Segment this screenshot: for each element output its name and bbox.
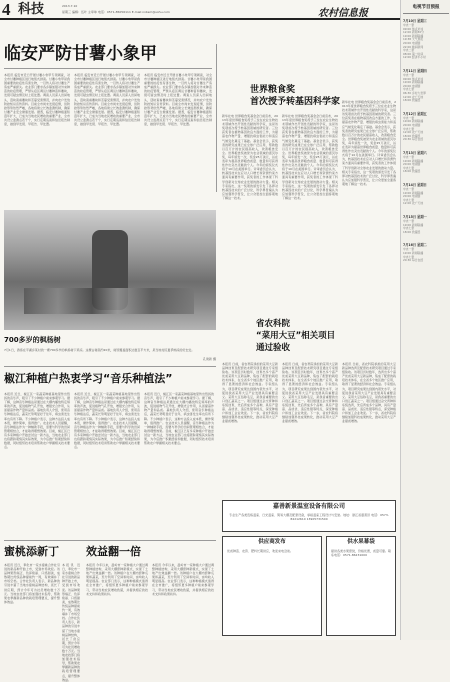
tv-day-heading: 7月15日 星期一 [403, 215, 427, 219]
article-grain-col2: 新华社电 世界粮食奖基金会日前宣布，2013年度世界粮食奖授予三位在农业生物技术领域作出开创性贡献的科学家，这是该奖项首次授予转基因领域的研究者。三位获奖者在植物基因改良方面的工作，为提高农作物产量、增强抗病虫害能力和适应气候变化奠定了基础。基金会表示，获奖者的研究成果已在全球广泛应用，帮助数以百万计的农民提高收入，改善粮食安全。世界粮食奖被誉为农业领域的诺贝尔奖，每年颁发一次，奖金25万美元，旨在表彰为提高世界粮食质量、数量和可获得性作出突出贡献的个人。今年的颁奖仪式将于10月在美国举行。评审委员会认为，转基因技术在应对人口增长和资源约束方面具有重要作用，获奖者的工作体现了科学创新对全球农业发展的推动力量。相关专家指出，这一奖项的颁发引发了各界对转基因技术的广泛讨论，科学界普遍认为应加强科学普及，让公众更加全面客观地了解这一技术。 [282, 114, 338, 200]
tv-program-item: 中央七套 [403, 226, 415, 231]
editor-info: 星期三 编辑：伍叶 主审单 电话：0571-85056111 E-mail:nxbsm@sohu.com [62, 10, 170, 14]
ad-supply-title: 供应商发布 [258, 539, 286, 545]
tv-guide-sidebar [400, 0, 450, 640]
tv-program-item: 中央七套 [403, 165, 415, 170]
tv-program-item: 18:00 致富经 [403, 169, 421, 174]
tv-program-item: 20:30 每日农经 [403, 137, 424, 142]
ad-supply-body: 优质种苗、农资、肥料长期供应，欢迎来电洽谈。 [227, 549, 294, 553]
tv-program-item: 中央一套 [403, 73, 415, 77]
article-music-col1: 本报讯 近日，椒江区一家蔬菜种植基地里传出悠扬的音乐声，吸引了不少种植户前来参观学习。据了解，这种音乐种植法是通过在大棚内播放特定频率的声波，促进植物气孔开放，增强光合作用，从而提高作物产量和品质。基地负责人介绍，使用音乐种植法后，蔬菜长势明显好于往年，病虫害发生率也有所下降。不少种植户表示，这种方法投入成本低，操作简单，值得推广。农业技术人员提醒，音乐种植法作为一种辅助手段，需要与科学的田间管理相结合，才能取得理想效果。目前，椒江区已有多家种植户开始尝试这一新方法，当地农业部门也将跟踪观察其实际效果，为今后推广积累经验和数据，同时组织技术培训帮助农户掌握相关技术要点。 [4, 392, 71, 450]
tv-program-item: 中央一套 [403, 247, 415, 252]
article-soybean-col1: 本报讯 日前，省农科院承担的菜用大豆新品种选育及配套技术研究项目通过专家组验收。该项目历时数年，选育出多个高产优质菜用大豆新品种，集成了配套的栽培技术体系，在全省多个地区推广应用，取得了显著的经济和社会效益。专家组认为，项目研究成果达到国内领先水平，对促进我省菜用大豆产业发展具有重要意义。菜用大豆俗称毛豆，是我省重要的出口创汇蔬菜之一。项目组通过杂交育种和系统选育，先后育成多个品种，具有产量高、品质优、适应性强等特点，深受种植户和加工企业欢迎。下一步，省农科院将继续加强科技成果转化，推动菜用大豆产业提质增效。 [222, 362, 278, 424]
tv-day-section [403, 182, 449, 206]
headline-grain-prize: 世界粮食奖 首次授予转基因科学家 [250, 85, 341, 107]
ad-greenhouse-body: 专业生产各类连栋温室、日光温室、简易大棚及配套设备，承接温室工程设计与安装。地址：浙江省嘉善县 电话：0573-84212610 13905731500 [229, 513, 389, 522]
article-soybean-col3: 本报讯 日前，省农科院承担的菜用大豆新品种选育及配套技术研究项目通过专家组验收。该项目历时数年，选育出多个高产优质菜用大豆新品种，集成了配套的栽培技术体系，在全省多个地区推广应用，取得了显著的经济和社会效益。专家组认为，项目研究成果达到国内领先水平，对促进我省菜用大豆产业发展具有重要意义。菜用大豆俗称毛豆，是我省重要的出口创汇蔬菜之一。项目组通过杂交育种和系统选育，先后育成多个品种，具有产量高、品质优、适应性强等特点，深受种植户和加工企业欢迎。下一步，省农科院将继续加强科技成果转化，推动菜用大豆产业提质增效。 [342, 362, 397, 424]
tv-program-item: 中央一套 [403, 219, 415, 223]
divider [4, 540, 216, 541]
tv-program-item: 06:30 乡村大世界 [403, 90, 426, 95]
photo-title: 700多岁的枫杨树 [4, 336, 61, 344]
tv-program-item: 12:00 农广天地 [403, 201, 424, 206]
headline-benefit: 效益翻一倍 [86, 545, 141, 558]
tv-program-item: 中央一套 [403, 155, 415, 159]
ad-fruit-bags-title: 供水果幕袋 [347, 539, 375, 545]
article-soybean-col2: 本报讯 日前，省农科院承担的菜用大豆新品种选育及配套技术研究项目通过专家组验收。该项目历时数年，选育出多个高产优质菜用大豆新品种，集成了配套的栽培技术体系，在全省多个地区推广应用，取得了显著的经济和社会效益。专家组认为，项目研究成果达到国内领先水平，对促进我省菜用大豆产业发展具有重要意义。菜用大豆俗称毛豆，是我省重要的出口创汇蔬菜之一。项目组通过杂交育种和系统选育，先后育成多个品种，具有产量高、品质优、适应性强等特点，深受种植户和加工企业欢迎。下一步，省农科院将继续加强科技成果转化，推动菜用大豆产业提质增效。 [282, 362, 338, 424]
newspaper-logo: 农村信息报 [318, 8, 368, 19]
tv-program-item: 中央一套 [403, 187, 415, 191]
photo-credit: 孔建新 摄 [203, 357, 216, 361]
article-beetle-col1: 本报讯 临安市近日开展甘薯小象甲专项调查，对全市甘薯种植区进行地毯式排查。甘薯小象甲是我国重要的检疫性有害生物，一旦传入将对甘薯生产造成严重损失。农业部门要求各乡镇加强对外来种苗的检疫管理，严禁从疫区调运甘薯种苗和薯块，发现可疑虫情及时上报处置。调查人员深入田间地头，逐块查看薯块和茎蔓受害情况，并向农户发放防控知识宣传资料。目前全市尚未发现疫情，但防控形势依然严峻，各地将建立长效监测机制，确保甘薯产业安全健康发展。据悉，临安甘薯种植面积逐年扩大，已成为当地农民增收的重要产业，全市共设立监测点若干个，实行定期巡查和信息报告制度，做到早发现、早报告、早处置。 [4, 73, 71, 127]
tv-program-item: 22:00 晚间新闻 [403, 44, 424, 49]
tv-program-item: 18:00 致富经 [403, 229, 421, 234]
divider [4, 366, 216, 367]
tv-program-item: 中央一套 [403, 23, 415, 27]
tv-program-item: 08:00 第一时间 [403, 51, 424, 56]
tv-program-item: 09:00 焦点访谈 [403, 76, 424, 81]
ad-fruit-bags [326, 536, 396, 636]
tv-program-item: 19:00 新闻联播 [403, 119, 424, 124]
tv-program-item: 12:00 农广天地 [403, 94, 424, 99]
tv-program-item: 19:00 新闻联播 [403, 250, 424, 255]
ad-fruit-bags-body: 提供各类水果套袋，价格优惠，质量可靠。联系电话：0571-86231000 [331, 549, 392, 558]
article-beetle-col3: 本报讯 临安市近日开展甘薯小象甲专项调查，对全市甘薯种植区进行地毯式排查。甘薯小象甲是我国重要的检疫性有害生物，一旦传入将对甘薯生产造成严重损失。农业部门要求各乡镇加强对外来种苗的检疫管理，严禁从疫区调运甘薯种苗和薯块，发现可疑虫情及时上报处置。调查人员深入田间地头，逐块查看薯块和茎蔓受害情况，并向农户发放防控知识宣传资料。目前全市尚未发现疫情，但防控形势依然严峻，各地将建立长效监测机制，确保甘薯产业安全健康发展。据悉，临安甘薯种植面积逐年扩大，已成为当地农民增收的重要产业，全市共设立监测点若干个，实行定期巡查和信息报告制度，做到早发现、早报告、早处置。 [144, 73, 212, 127]
tv-program-item: 12:00 新闻30分 [403, 30, 424, 35]
article-music-col3: 本报讯 近日，椒江区一家蔬菜种植基地里传出悠扬的音乐声，吸引了不少种植户前来参观学习。据了解，这种音乐种植法是通过在大棚内播放特定频率的声波，促进植物气孔开放，增强光合作用，从而提高作物产量和品质。基地负责人介绍，使用音乐种植法后，蔬菜长势明显好于往年，病虫害发生率也有所下降。不少种植户表示，这种方法投入成本低，操作简单，值得推广。农业技术人员提醒，音乐种植法作为一种辅助手段，需要与科学的田间管理相结合，才能取得理想效果。目前，椒江区已有多家种植户开始尝试这一新方法，当地农业部门也将跟踪观察其实际效果，为今后推广积累经验和数据，同时组织技术培训帮助农户掌握相关技术要点。 [144, 392, 214, 446]
tv-program-item: 09:00 焦点访谈 [403, 26, 424, 31]
tv-program-item: 20:00 电视剧 [403, 194, 421, 199]
tv-day-heading: 7月13日 星期六 [403, 151, 427, 155]
tv-program-item: 19:00 新闻联播 [403, 33, 424, 38]
tv-program-item: 20:00 电视剧 [403, 162, 421, 167]
ad-greenhouse [222, 500, 396, 532]
headline-music-planting: 椒江种植户热衷学习“音乐种植法” [4, 372, 173, 385]
article-benefit-col1: 本报讯 今年以来，温岭市一家种植大户通过调整种植结构，采用大棚套种新模式，实现了土地产出效益翻一倍。该种植户在大棚内套种瓜果和蔬菜，充分利用了空间和时间，亩均收入明显提高。农业部门表示，这种种植模式值得在全市推广，将组织更多种植户前来参观学习，带动当地农民增收致富，并提供相应的技术支持和政策扶持。 [86, 563, 148, 596]
tv-day-section [403, 18, 449, 60]
tv-program-item: 12:00 经济半小时 [403, 55, 426, 60]
tv-program-item: 19:00 新闻联播 [403, 190, 424, 195]
page-number: 4 [2, 0, 11, 19]
tv-program-item: 12:00 农广天地 [403, 130, 424, 135]
tv-program-item: 中央七套 [403, 126, 415, 131]
article-grain-col3: 新华社电 世界粮食奖基金会日前宣布，2013年度世界粮食奖授予三位在农业生物技术领域作出开创性贡献的科学家，这是该奖项首次授予转基因领域的研究者。三位获奖者在植物基因改良方面的工作，为提高农作物产量、增强抗病虫害能力和适应气候变化奠定了基础。基金会表示，获奖者的研究成果已在全球广泛应用，帮助数以百万计的农民提高收入，改善粮食安全。世界粮食奖被誉为农业领域的诺贝尔奖，每年颁发一次，奖金25万美元，旨在表彰为提高世界粮食质量、数量和可获得性作出突出贡献的个人。今年的颁奖仪式将于10月在美国举行。评审委员会认为，转基因技术在应对人口增长和资源约束方面具有重要作用，获奖者的工作体现了科学创新对全球农业发展的推动力量。相关专家指出，这一奖项的颁发引发了各界对转基因技术的广泛讨论，科学界普遍认为应加强科学普及，让公众更加全面客观地了解这一技术。 [342, 100, 397, 186]
issue-date: 2013.7.10 [62, 4, 78, 8]
tv-program-item: 中央七套 [403, 87, 415, 92]
tv-program-item: 19:00 新闻联播 [403, 222, 424, 227]
article-beetle-col2: 本报讯 临安市近日开展甘薯小象甲专项调查，对全市甘薯种植区进行地毯式排查。甘薯小象甲是我国重要的检疫性有害生物，一旦传入将对甘薯生产造成严重损失。农业部门要求各乡镇加强对外来种苗的检疫管理，严禁从疫区调运甘薯种苗和薯块，发现可疑虫情及时上报处置。调查人员深入田间地头，逐块查看薯块和茎蔓受害情况，并向农户发放防控知识宣传资料。目前全市尚未发现疫情，但防控形势依然严峻，各地将建立长效监测机制，确保甘薯产业安全健康发展。据悉，临安甘薯种植面积逐年扩大，已成为当地农民增收的重要产业，全市共设立监测点若干个，实行定期巡查和信息报告制度，做到早发现、早报告、早处置。 [74, 73, 141, 127]
tv-day-heading: 7月16日 星期二 [403, 243, 427, 248]
headline-beetle: 临安严防甘薯小象甲 [4, 44, 157, 64]
tv-day-heading: 7月14日 星期日 [403, 183, 427, 187]
tv-program-item: 20:00 电视剧 [403, 40, 421, 45]
divider [4, 68, 212, 69]
tv-day-section [403, 111, 449, 142]
tv-program-item: 中央七套 [403, 254, 415, 259]
article-grain-col1: 新华社电 世界粮食奖基金会日前宣布，2013年度世界粮食奖授予三位在农业生物技术领域作出开创性贡献的科学家，这是该奖项首次授予转基因领域的研究者。三位获奖者在植物基因改良方面的工作，为提高农作物产量、增强抗病虫害能力和适应气候变化奠定了基础。基金会表示，获奖者的研究成果已在全球广泛应用，帮助数以百万计的农民提高收入，改善粮食安全。世界粮食奖被誉为农业领域的诺贝尔奖，每年颁发一次，奖金25万美元，旨在表彰为提高世界粮食质量、数量和可获得性作出突出贡献的个人。今年的颁奖仪式将于10月在美国举行。评审委员会认为，转基因技术在应对人口增长和资源约束方面具有重要作用，获奖者的工作体现了科学创新对全球农业发展的推动力量。相关专家指出，这一奖项的颁发引发了各界对转基因技术的广泛讨论，科学界普遍认为应加强科学普及，让公众更加全面客观地了解这一技术。 [222, 114, 278, 200]
tv-day-section [403, 150, 449, 174]
tv-program-item: 中央二套 [403, 48, 415, 53]
tv-program-item: 18:00 致富经 [403, 98, 421, 103]
ad-greenhouse-title: 嘉善新景温室设备有限公司 [272, 503, 345, 510]
ad-supply [222, 536, 322, 636]
tv-program-item: 中央七套 [403, 197, 415, 202]
tv-day-heading: 7月12日 星期五 [403, 111, 427, 116]
tv-day-section [403, 68, 449, 103]
tv-program-item: 20:30 每日农经 [403, 258, 424, 263]
photo-caption: 7月1日，游客在平湖乡某村的一棵700多岁的枫杨树下乘凉。这棵古树高约20米，树冠覆盖面积达数百平方米，是当地村民夏季纳凉的好去处。 [4, 348, 195, 352]
tv-day-section [403, 242, 449, 262]
tv-program-item: 18:00 致富经 [403, 133, 421, 138]
tv-day-section [403, 214, 449, 234]
tv-program-item: 中央一套 [403, 115, 415, 120]
tv-program-item: 19:00 新闻联播 [403, 80, 424, 85]
tv-program-item: 19:00 新闻联播 [403, 158, 424, 163]
headline-vegetable-soybean: 省农科院 “菜用大豆”相关项目 通过验收 [256, 319, 336, 353]
tv-guide-title-rule [403, 13, 449, 14]
villagers-group [24, 288, 194, 314]
tv-guide-title: 电视节目预报 [412, 5, 440, 10]
article-benefit-col2: 本报讯 今年以来，温岭市一家种植大户通过调整种植结构，采用大棚套种新模式，实现了土地产出效益翻一倍。该种植户在大棚内套种瓜果和蔬菜，充分利用了空间和时间，亩均收入明显提高。农业部门表示，这种种植模式值得在全市推广，将组织更多种植户前来参观学习，带动当地农民增收致富，并提供相应的技术支持和政策扶持。 [152, 563, 214, 596]
tv-program-item: 20:00 电视剧 [403, 122, 421, 127]
tv-day-heading: 7月10日 星期三 [403, 19, 427, 23]
page-header [0, 0, 400, 20]
section-name: 科技 [18, 2, 45, 17]
column-divider [216, 44, 217, 192]
article-peach-body-2: 本报讯 近日，奉化市一家水蜜桃合作社引进的新品种开始上市，受到市场欢迎。该品种果形端正、色泽艳丽、口感甜美，成熟期比传统品种提前约一周，有效填补了市场空档。合作社负责人表示，新品种的引进丰富了当地水蜜桃品种结构，延长了供应期，预计今年可为社员增收数十万元。当地农技部门将加强技术指导，帮助果农掌握新品种的栽培管理要点，提升整体效益。 [62, 563, 81, 682]
headline-peach: 蜜桃添新丁 [4, 545, 59, 558]
tv-program-item: 19:38 天气预报 [403, 37, 424, 42]
tv-program-item: 20:00 电视剧 [403, 83, 421, 88]
article-peach-body: 本报讯 近日，奉化市一家水蜜桃合作社引进的新品种开始上市，受到市场欢迎。该品种果形端正、色泽艳丽、口感甜美，成熟期比传统品种提前约一周，有效填补了市场空档。合作社负责人表示，新品种的引进丰富了当地水蜜桃品种结构，延长了供应期，预计今年可为社员增收数十万元。当地农技部门将加强技术指导，帮助果农掌握新品种的栽培管理要点，提升整体效益。 [4, 563, 60, 604]
tv-day-heading: 7月11日 星期四 [403, 69, 427, 73]
maple-tree-photo [4, 210, 216, 330]
article-music-col2: 本报讯 近日，椒江区一家蔬菜种植基地里传出悠扬的音乐声，吸引了不少种植户前来参观学习。据了解，这种音乐种植法是通过在大棚内播放特定频率的声波，促进植物气孔开放，增强光合作用，从而提高作物产量和品质。基地负责人介绍，使用音乐种植法后，蔬菜长势明显好于往年，病虫害发生率也有所下降。不少种植户表示，这种方法投入成本低，操作简单，值得推广。农业技术人员提醒，音乐种植法作为一种辅助手段，需要与科学的田间管理相结合，才能取得理想效果。目前，椒江区已有多家种植户开始尝试这一新方法，当地农业部门也将跟踪观察其实际效果，为今后推广积累经验和数据，同时组织技术培训帮助农户掌握相关技术要点。 [74, 392, 141, 450]
